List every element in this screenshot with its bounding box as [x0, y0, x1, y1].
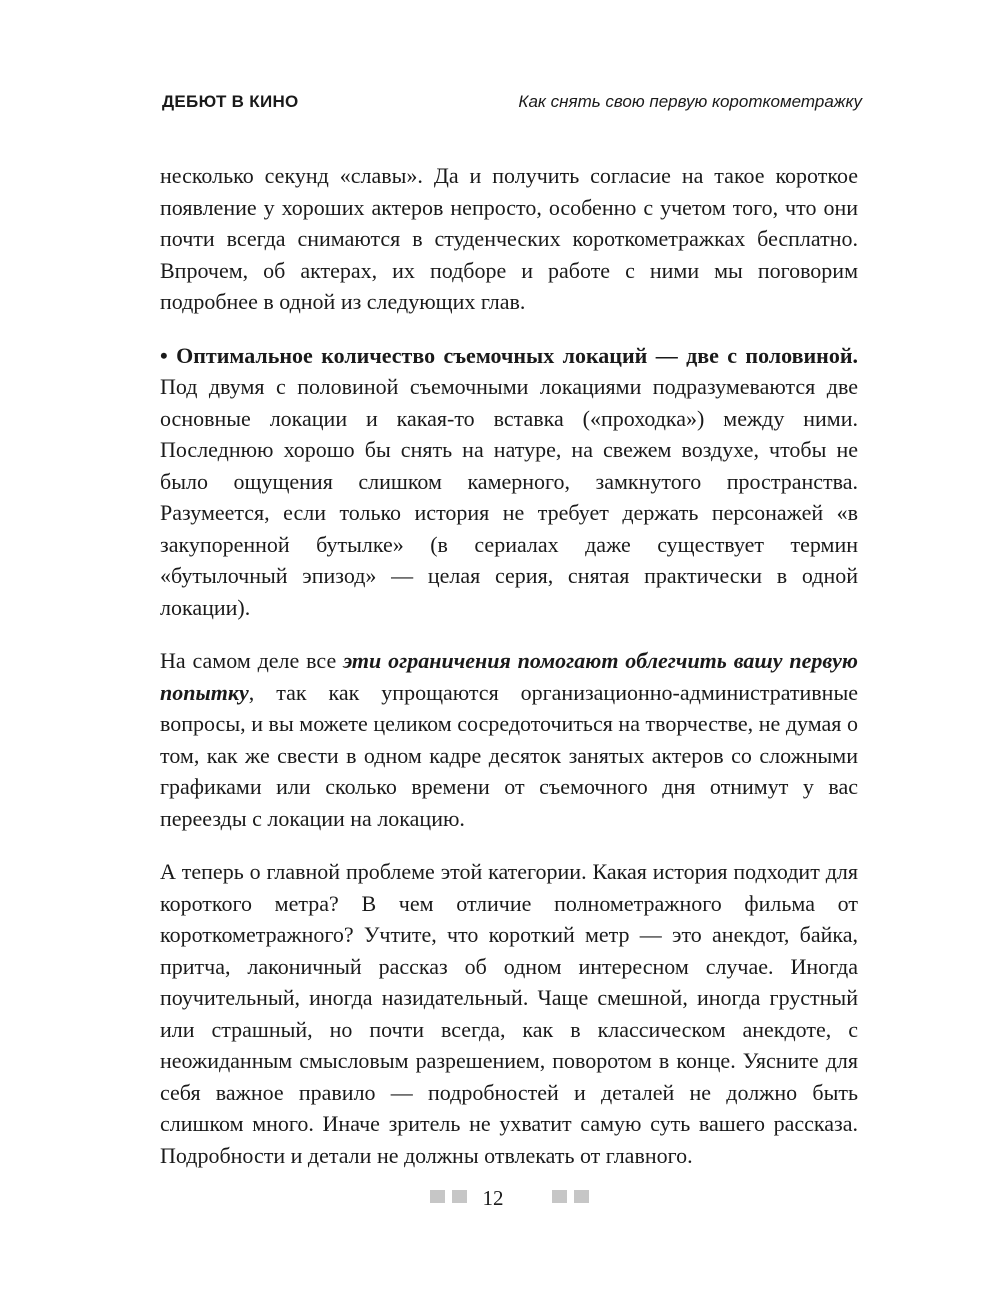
- footer-square-left-2: [452, 1190, 467, 1203]
- page-footer: [0, 1180, 986, 1220]
- footer-square-right-1: [552, 1190, 567, 1203]
- paragraph-2-text: Под двумя с половиной съемочными локациями подразумеваются две основные локации и какая-то вставка («проходка») между ними. Последнюю хорошо бы снять на натуре, на свежем воздухе, чтобы не было ощущения слишком камерного, замкнутого пространства. Разумеется, если только история не требует держать персонажей «в закупоренной бутылке» (в сериалах даже существует термин «бутылочный эпизод» — целая серия, снятая практически в одной локации).: [160, 374, 858, 620]
- page-body: [160, 160, 858, 1193]
- paragraph-1: несколько секунд «славы». Да и получить согласие на такое короткое появление у хороших актеров непросто, особенно с учетом того, что они почти всегда снимаются в студенческих короткометражках бесплатно. Впрочем, об актерах, их подборе и работе с ними мы поговорим подробнее в одной из следующих глав.: [160, 163, 858, 314]
- paragraph-2: [160, 340, 858, 624]
- paragraph-3-start: На самом деле все: [160, 648, 337, 673]
- running-header: [162, 92, 862, 120]
- book-subtitle: Как снять свою первую короткометражку: [518, 92, 862, 111]
- footer-square-left-1: [430, 1190, 445, 1203]
- paragraph-4: А теперь о главной проблеме этой категории. Какая история подходит для короткого метра? В чем отличие полнометражного фильма от короткометражного? Учтите, что короткий метр — это анекдот, байка, притча, лаконичный рассказ об одном интересном случае. Иногда поучительный, иногда назидательный. Чаще смешной, иногда грустный или страшный, но почти всегда, как в классическом анекдоте, с неожиданным смысловым разрешением, поворотом в конце. Уясните для себя важное правило — подробностей и деталей не должно быть слишком много. Иначе зритель не ухватит самую суть вашего рассказа. Подробности и детали не должны отвлекать от главного.: [160, 859, 858, 1168]
- emphasis-text: эти ограничения помогают облегчить вашу первую попытку: [160, 648, 858, 705]
- footer-square-right-2: [574, 1190, 589, 1203]
- bullet-marker: •: [160, 342, 168, 368]
- bold-lead: Оптимальное количество съемочных локаций — две с половиной.: [176, 342, 859, 368]
- page-number: 12: [482, 1186, 504, 1210]
- paragraph-3-text: , так как упрощаются организационно-административные вопросы, и вы можете целиком сосредоточиться на творчестве, не думая о том, как же свести в одном кадре десяток занятых актеров со сложными графиками или сколько времени от съемочного дня отнимут у вас переезды с локации на локацию.: [160, 679, 858, 831]
- paragraph-3: [160, 645, 858, 834]
- book-title: ДЕБЮТ В КИНО: [162, 92, 299, 111]
